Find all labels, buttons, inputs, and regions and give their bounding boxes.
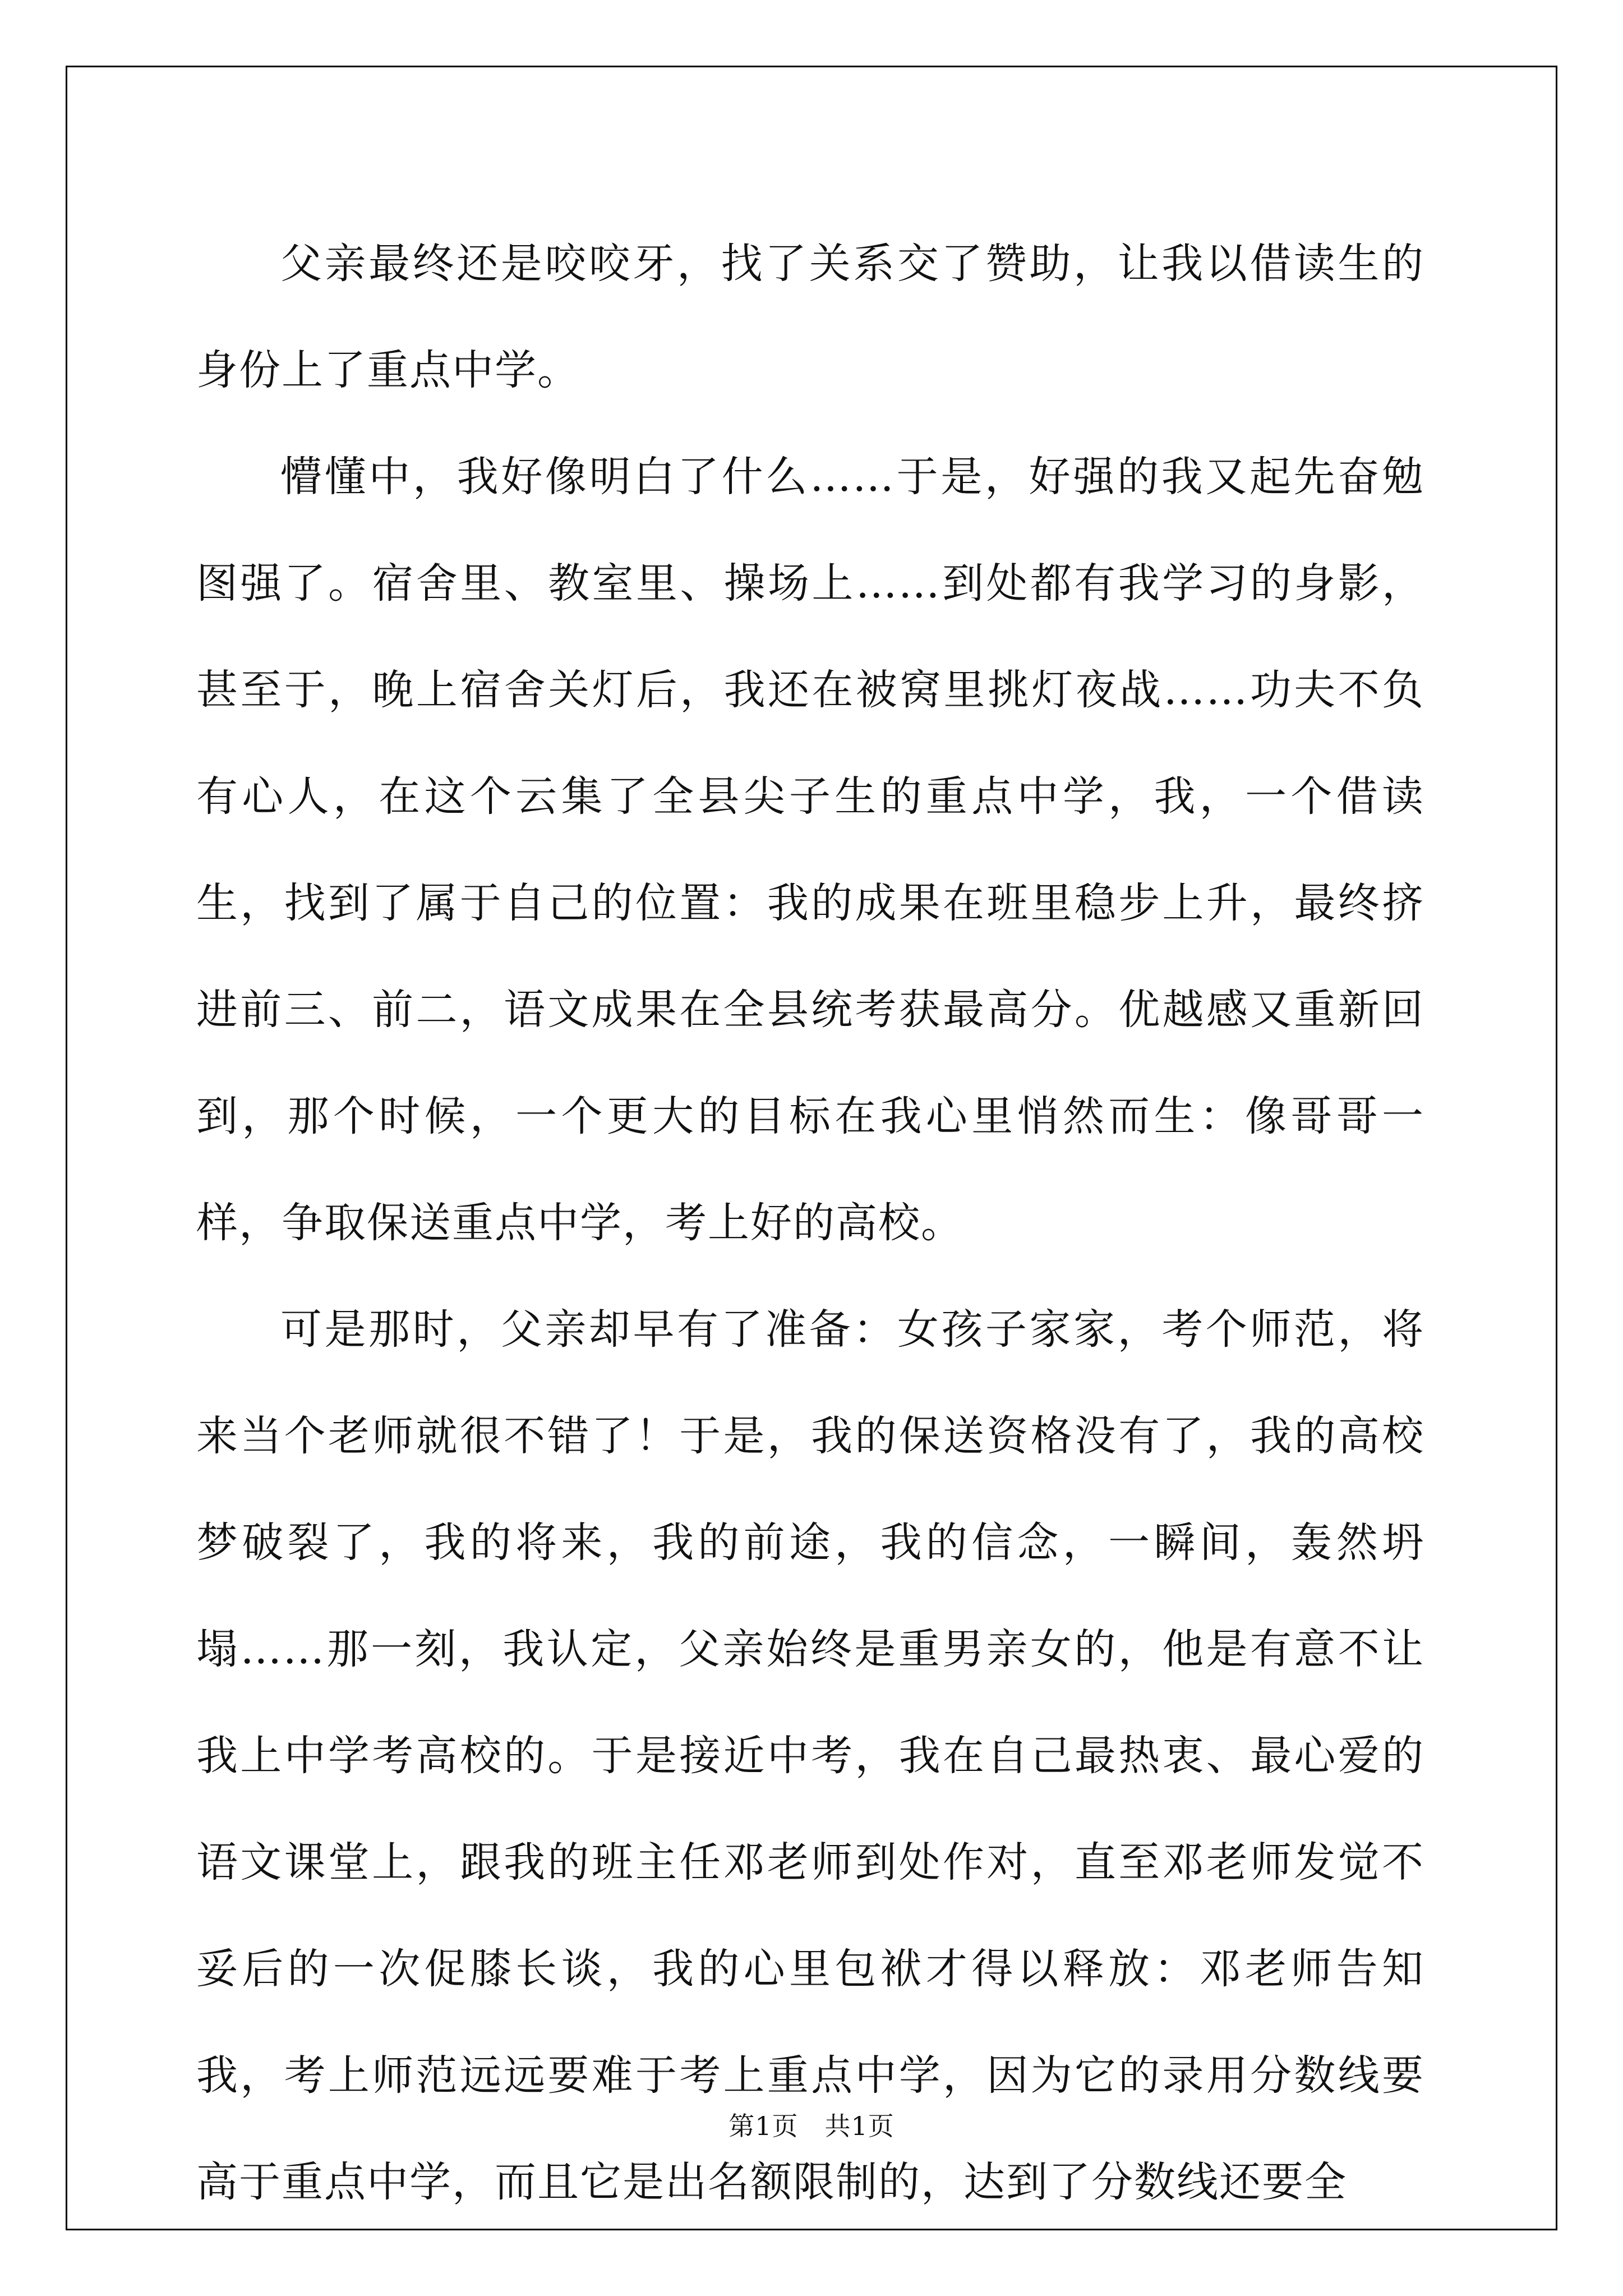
paragraph-3: 可是那时，父亲却早有了准备：女孩子家家，考个师范，将来当个老师就很不错了！于是，我的保送资格没有了，我的高校梦破裂了，我的将来，我的前途，我的信念，一瞬间，轰然坍塌……那一刻，我认定，父亲始终是重男亲女的，他是有意不让我上中学考高校的。于是接近中考，我在自己最热衷、最心爱的语文课堂上，跟我的班主任邓老师到处作对，直至邓老师发觉不妥后的一次促膝长谈，我的心里包袱才得以释放：邓老师告知我，考上师范远远要难于考上重点中学，因为它的录用分数线要高于重点中学，而且它是出名额限制的，达到了分数线还要全	[196, 1305, 1424, 2206]
paragraph-1: 父亲最终还是咬咬牙，找了关系交了赞助，让我以借读生的身份上了重点中学。	[196, 240, 1424, 394]
document-body	[196, 210, 1424, 2235]
paragraph-2: 懵懂中，我好像明白了什么……于是，好强的我又起先奋勉图强了。宿舍里、教室里、操场上……到处都有我学习的身影，甚至于，晚上宿舍关灯后，我还在被窝里挑灯夜战……功夫不负有心人，在这个云集了全县尖子生的重点中学，我，一个借读生，找到了属于自己的位置：我的成果在班里稳步上升，最终挤进前三、前二，语文成果在全县统考获最高分。优越感又重新回到，那个时候，一个更大的目标在我心里悄然而生：像哥哥一样，争取保送重点中学，考上好的高校。	[196, 453, 1424, 1247]
page-number-footer: 第1页 共1页	[728, 2111, 895, 2141]
